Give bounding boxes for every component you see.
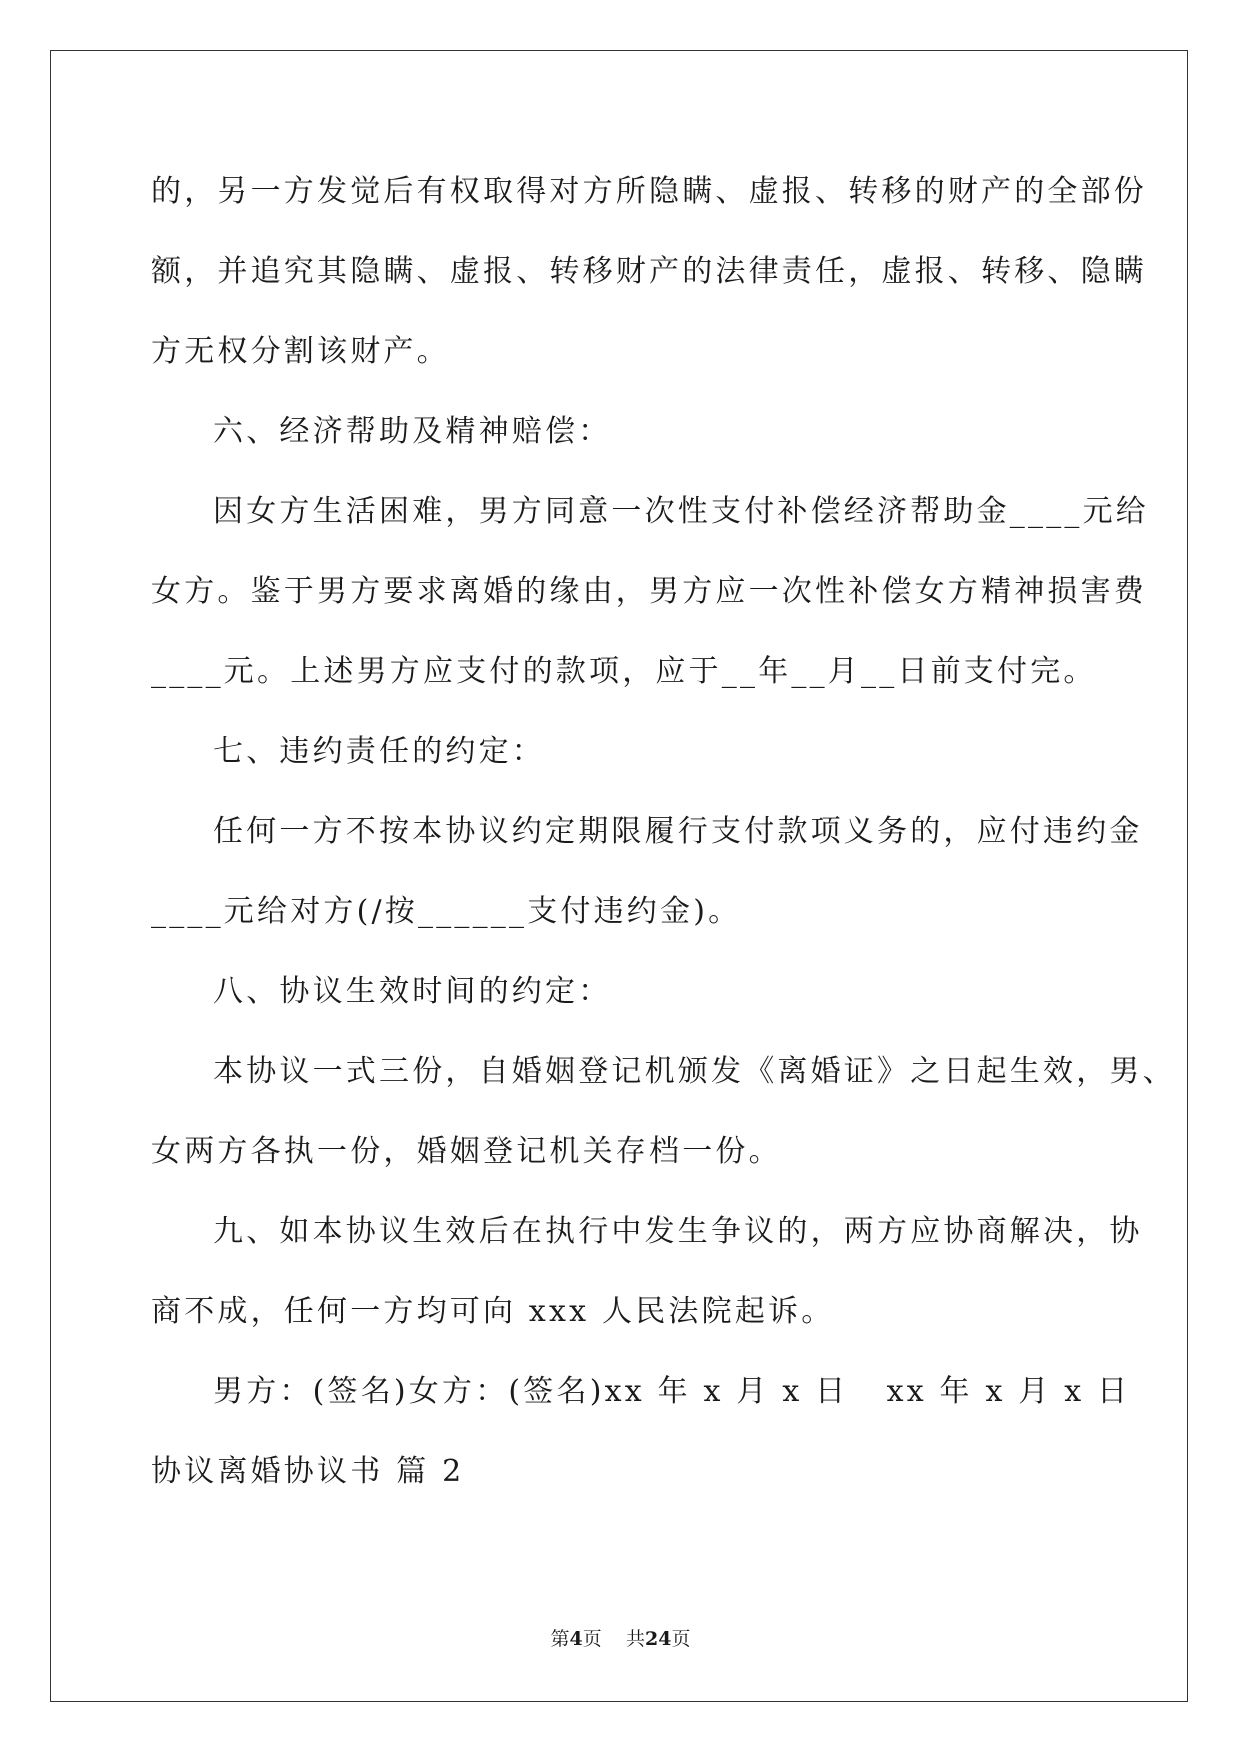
body-line: 方无权分割该财产。 — [151, 334, 450, 369]
total-pages-number: 24 — [644, 1628, 672, 1650]
body-line: 女方。鉴于男方要求离婚的缘由，男方应一次性补偿女方精神损害费 — [151, 574, 1147, 609]
footer-total-prefix: 共 — [625, 1628, 645, 1650]
current-page-number: 4 — [569, 1628, 583, 1650]
body-line: 本协议一式三份，自婚姻登记机颁发《离婚证》之日起生效，男、 — [213, 1054, 1176, 1089]
section-heading-8: 八、协议生效时间的约定： — [213, 974, 612, 1009]
body-line: 因女方生活困难，男方同意一次性支付补偿经济帮助金____元给 — [213, 494, 1149, 529]
signature-line: 男方：(签名)女方：(签名)xx 年 x 月 x 日 xx 年 x 月 x 日 — [213, 1374, 1131, 1409]
page-footer — [0, 1627, 1241, 1651]
body-line: 额，并追究其隐瞒、虚报、转移财产的法律责任，虚报、转移、隐瞒 — [151, 254, 1147, 289]
body-line: 商不成，任何一方均可向 xxx 人民法院起诉。 — [151, 1294, 835, 1329]
footer-prefix: 第 — [550, 1628, 570, 1650]
body-line: 的，另一方发觉后有权取得对方所隐瞒、虚报、转移的财产的全部份 — [151, 174, 1147, 209]
body-line: ____元给对方(/按______支付违约金)。 — [151, 894, 742, 929]
section-heading-6: 六、经济帮助及精神赔偿： — [213, 414, 612, 449]
section-title-part-2: 协议离婚协议书 篇 2 — [151, 1454, 465, 1489]
body-line: 任何一方不按本协议约定期限履行支付款项义务的，应付违约金 — [213, 814, 1143, 849]
section-heading-7: 七、违约责任的约定： — [213, 734, 545, 769]
body-line: ____元。上述男方应支付的款项，应于__年__月__日前支付完。 — [151, 654, 1097, 689]
footer-total-unit: 页 — [671, 1628, 691, 1650]
footer-page-unit: 页 — [582, 1628, 602, 1650]
section-heading-9: 九、如本协议生效后在执行中发生争议的，两方应协商解决，协 — [213, 1214, 1143, 1249]
body-line: 女两方各执一份，婚姻登记机关存档一份。 — [151, 1134, 782, 1169]
